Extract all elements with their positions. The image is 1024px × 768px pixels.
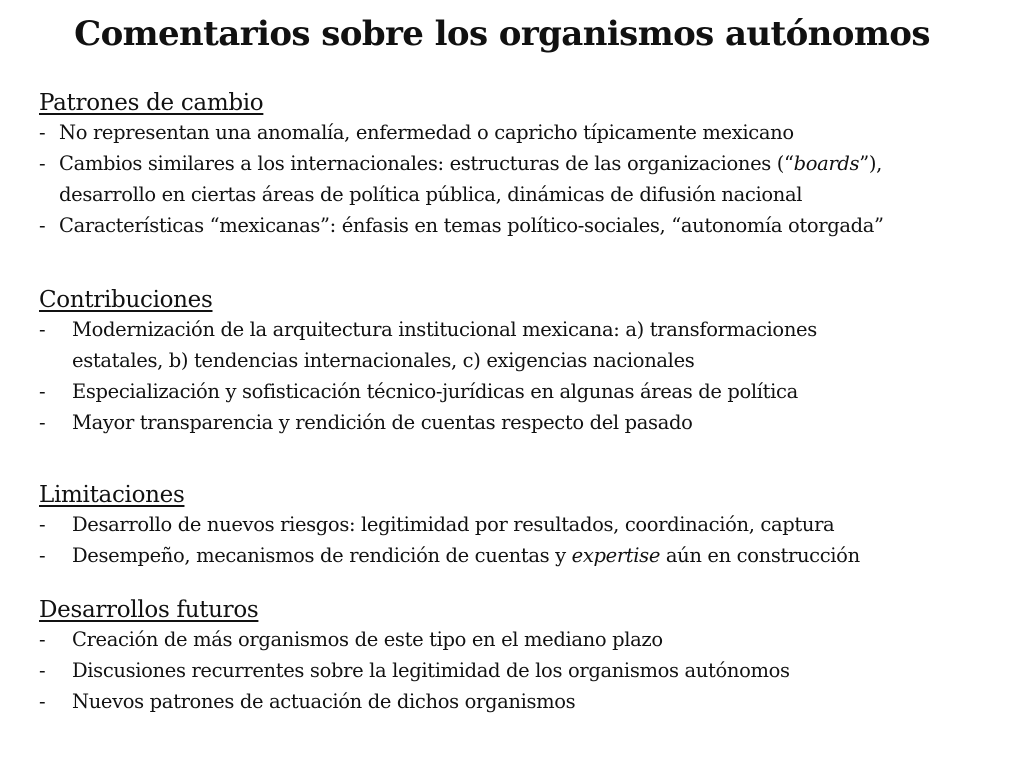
item-text-part: aún en construcción bbox=[660, 544, 860, 567]
section-contribuciones bbox=[39, 286, 999, 438]
bullet-dash: - bbox=[39, 152, 46, 175]
item-text-line2: desarrollo en ciertas áreas de política pública, dinámicas de difusión nacional bbox=[59, 183, 803, 206]
slide-title: Comentarios sobre los organismos autónomos bbox=[74, 14, 930, 54]
item-text: Desarrollo de nuevos riesgos: legitimidad por resultados, coordinación, captura bbox=[72, 513, 835, 536]
item-text-line2: estatales, b) tendencias internacionales, c) exigencias nacionales bbox=[72, 349, 695, 372]
item-text-part: Desempeño, mecanismos de rendición de cuentas y bbox=[72, 544, 572, 567]
bullet-dash: - bbox=[39, 690, 46, 713]
bullet-dash: - bbox=[39, 544, 46, 567]
item-text: Creación de más organismos de este tipo en el mediano plazo bbox=[72, 628, 663, 651]
section-heading: Patrones de cambio bbox=[39, 90, 264, 116]
list-item bbox=[39, 376, 999, 407]
list-item bbox=[39, 624, 999, 655]
section-desarrollos-futuros bbox=[39, 596, 999, 717]
item-text: No representan una anomalía, enfermedad o capricho típicamente mexicano bbox=[59, 121, 794, 144]
item-text-part: Cambios similares a los internacionales: estructuras de las organizaciones (“ bbox=[59, 152, 794, 175]
item-text-part: ”), bbox=[859, 152, 882, 175]
bullet-dash: - bbox=[39, 380, 46, 403]
section-patrones-de-cambio bbox=[39, 89, 999, 241]
item-text: Discusiones recurrentes sobre la legitimidad de los organismos autónomos bbox=[72, 659, 790, 682]
bullet-dash: - bbox=[39, 411, 46, 434]
bullet-dash: - bbox=[39, 513, 46, 536]
item-text: Nuevos patrones de actuación de dichos organismos bbox=[72, 690, 576, 713]
item-text: Especialización y sofisticación técnico-jurídicas en algunas áreas de política bbox=[72, 380, 798, 403]
item-text: Mayor transparencia y rendición de cuentas respecto del pasado bbox=[72, 411, 693, 434]
section-limitaciones bbox=[39, 481, 999, 571]
bullet-dash: - bbox=[39, 121, 46, 144]
item-text-emphasis: boards bbox=[793, 152, 860, 175]
list-item bbox=[39, 148, 999, 210]
list-item bbox=[39, 314, 999, 376]
item-text-emphasis: expertise bbox=[571, 544, 661, 567]
bullet-dash: - bbox=[39, 318, 46, 341]
list-item bbox=[39, 540, 999, 571]
list-item bbox=[39, 117, 999, 148]
item-text: Características “mexicanas”: énfasis en temas político-sociales, “autonomía otorgada” bbox=[59, 214, 884, 237]
list-item bbox=[39, 210, 999, 241]
list-item bbox=[39, 407, 999, 438]
bullet-dash: - bbox=[39, 628, 46, 651]
item-text bbox=[72, 540, 999, 571]
bullet-dash: - bbox=[39, 659, 46, 682]
section-heading: Contribuciones bbox=[39, 287, 213, 313]
list-item bbox=[39, 655, 999, 686]
bullet-dash: - bbox=[39, 214, 46, 237]
section-heading: Limitaciones bbox=[39, 482, 185, 508]
section-heading: Desarrollos futuros bbox=[39, 597, 259, 623]
list-item bbox=[39, 686, 999, 717]
item-text bbox=[59, 148, 999, 179]
item-text: Modernización de la arquitectura institucional mexicana: a) transformaciones bbox=[72, 318, 817, 341]
list-item bbox=[39, 509, 999, 540]
